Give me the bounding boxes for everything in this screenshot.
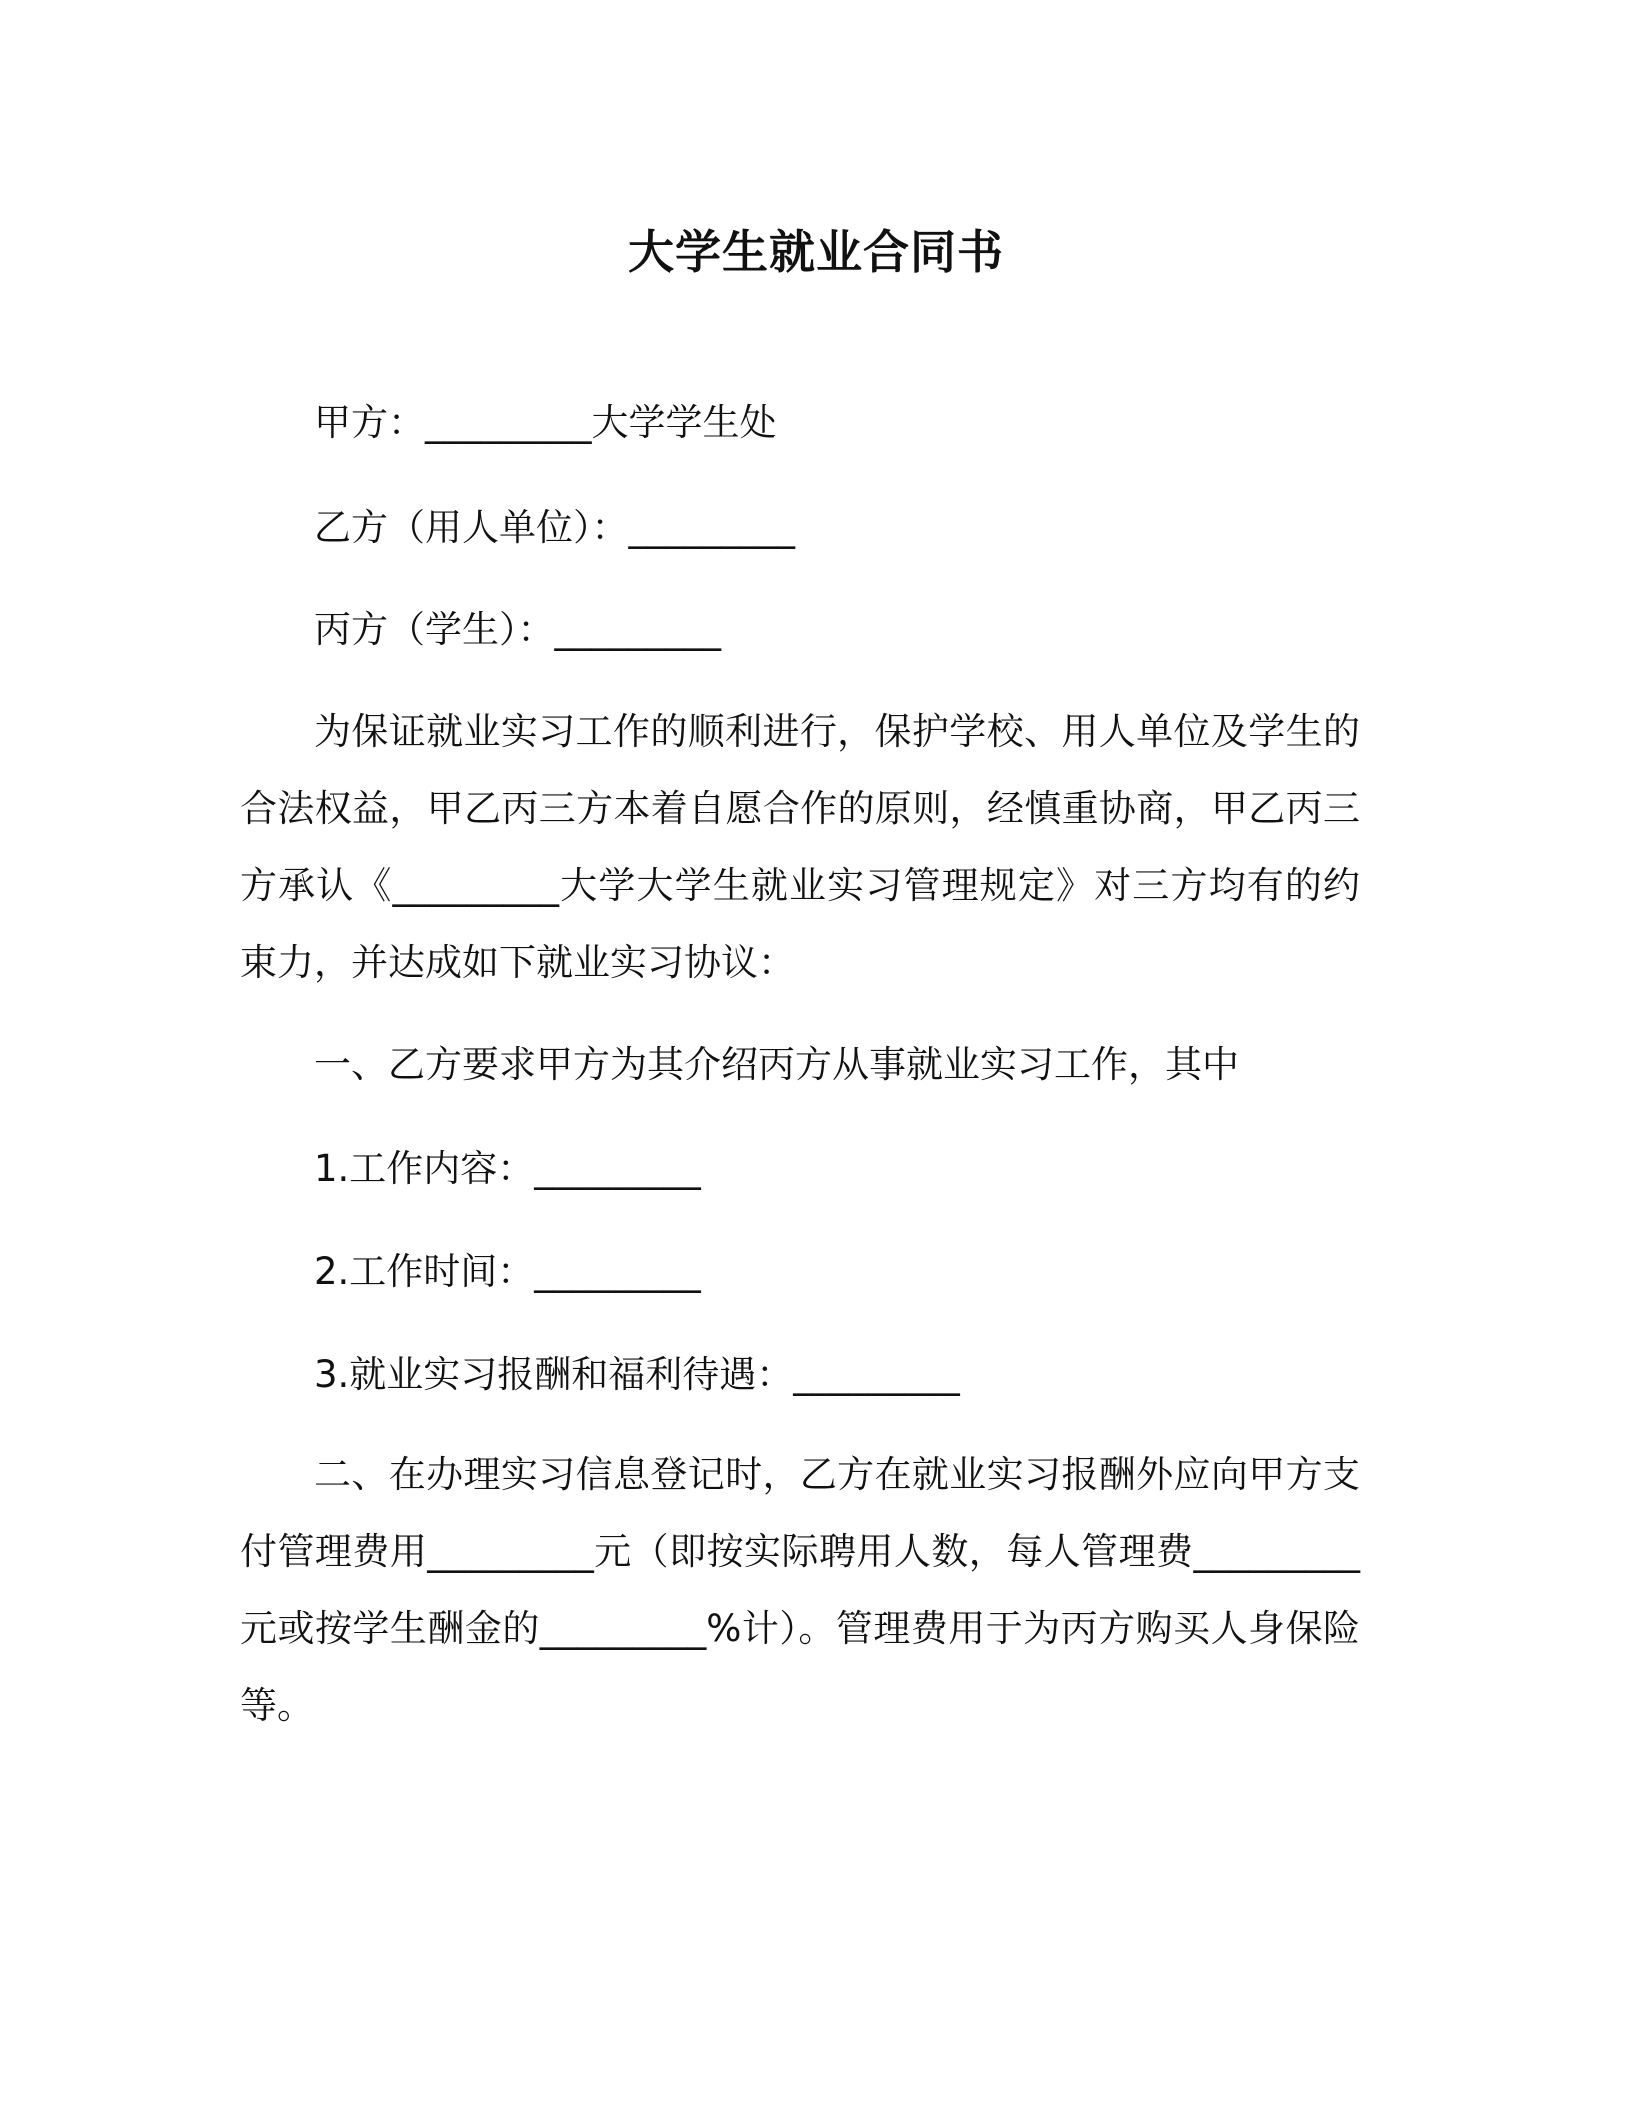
clause-1-item-1: 1.工作内容：_________ — [314, 1147, 701, 1190]
party-c-line: 丙方（学生）：_________ — [314, 608, 721, 651]
clause-2-paragraph: 二、在办理实习信息登记时，乙方在就业实习报酬外应向甲方支付管理费用_________元（即按实际聘用人数，每人管理费_________元或按学生酬金的_________%计）。管理费用于为丙方购买人身保险等。 — [240, 1453, 1360, 1727]
clause-1-heading: 一、乙方要求甲方为其介绍丙方从事就业实习工作，其中 — [314, 1043, 1239, 1086]
party-a-line: 甲方：_________大学学生处 — [314, 401, 777, 444]
clause-1-item-2: 2.工作时间：_________ — [314, 1250, 701, 1293]
preamble-paragraph: 为保证就业实习工作的顺利进行，保护学校、用人单位及学生的合法权益，甲乙丙三方本着自愿合作的原则，经慎重协商，甲乙丙三方承认《_________大学大学生就业实习管理规定》对三方均有的约束力，并达成如下就业实习协议： — [240, 710, 1360, 984]
party-b-line: 乙方（用人单位）：_________ — [314, 506, 795, 549]
document-title: 大学生就业合同书 — [628, 225, 1004, 279]
clause-1-item-3: 3.就业实习报酬和福利待遇：_________ — [314, 1353, 960, 1396]
